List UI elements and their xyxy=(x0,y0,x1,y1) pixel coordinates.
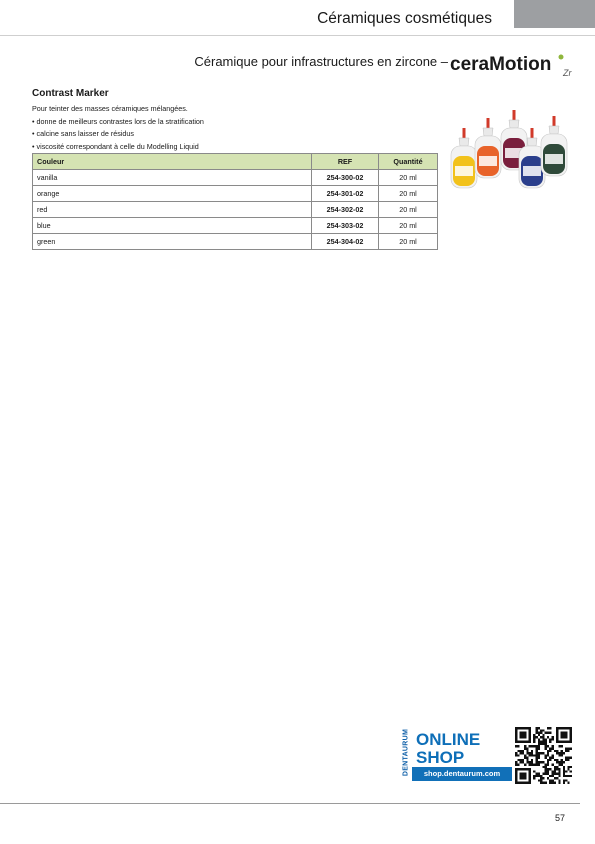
header-ref: REF xyxy=(312,154,379,170)
cell-ref: 254-303-02 xyxy=(312,218,379,234)
cell-color: blue xyxy=(33,218,312,234)
cell-color: vanilla xyxy=(33,170,312,186)
cell-quantity: 20 ml xyxy=(379,186,438,202)
table-row xyxy=(33,218,438,234)
logo-dot xyxy=(559,55,564,60)
subtitle-row xyxy=(100,49,580,79)
logo-suffix: Zr xyxy=(563,68,572,78)
product-photo xyxy=(446,96,580,208)
shop-url-link[interactable]: shop.dentaurum.com xyxy=(412,767,512,781)
corner-tab xyxy=(514,0,595,28)
title-divider xyxy=(0,35,595,36)
logo-wordmark: ceraMotion xyxy=(450,54,552,75)
cell-quantity: 20 ml xyxy=(379,218,438,234)
description-bullet: • viscosité correspondant à celle du Modelling Liquid xyxy=(32,141,199,151)
bottle xyxy=(541,116,567,176)
table-row xyxy=(33,170,438,186)
cell-ref: 254-301-02 xyxy=(312,186,379,202)
cell-color: orange xyxy=(33,186,312,202)
table-row xyxy=(33,202,438,218)
header-quantity: Quantité xyxy=(379,154,438,170)
cell-quantity: 20 ml xyxy=(379,202,438,218)
table-row xyxy=(33,186,438,202)
description-bullet: • calcine sans laisser de résidus xyxy=(32,129,134,138)
description-bullet: • donne de meilleurs contrastes lors de la stratification xyxy=(32,116,204,126)
table-row xyxy=(33,234,438,250)
product-description xyxy=(32,103,204,153)
cell-quantity: 20 ml xyxy=(379,234,438,250)
subtitle: Céramique pour infrastructures en zircone – xyxy=(194,54,448,69)
cell-color: green xyxy=(33,234,312,250)
footer-divider xyxy=(0,803,580,804)
description-line: Pour teinter des masses céramiques mélangées. xyxy=(32,104,188,113)
shop-brand-vertical xyxy=(400,726,412,784)
cell-ref: 254-300-02 xyxy=(312,170,379,186)
cell-ref: 254-304-02 xyxy=(312,234,379,250)
ceramotion-logo xyxy=(450,49,580,79)
bottle xyxy=(451,128,477,188)
cell-color: red xyxy=(33,202,312,218)
cell-quantity: 20 ml xyxy=(379,170,438,186)
table-header-row xyxy=(33,154,438,170)
product-title: Contrast Marker xyxy=(32,88,109,99)
page-number: 57 xyxy=(555,813,566,823)
shop-title-line1: ONLINE xyxy=(416,730,481,749)
header-color: Couleur xyxy=(33,154,312,170)
shop-title-line2: SHOP xyxy=(416,748,465,767)
page-title: Céramiques cosmétiques xyxy=(317,10,492,27)
qr-code[interactable] xyxy=(515,727,572,784)
shop-brand: DENTAURUM xyxy=(402,728,410,777)
cell-ref: 254-302-02 xyxy=(312,202,379,218)
bottle xyxy=(475,118,501,178)
product-table xyxy=(32,153,438,250)
